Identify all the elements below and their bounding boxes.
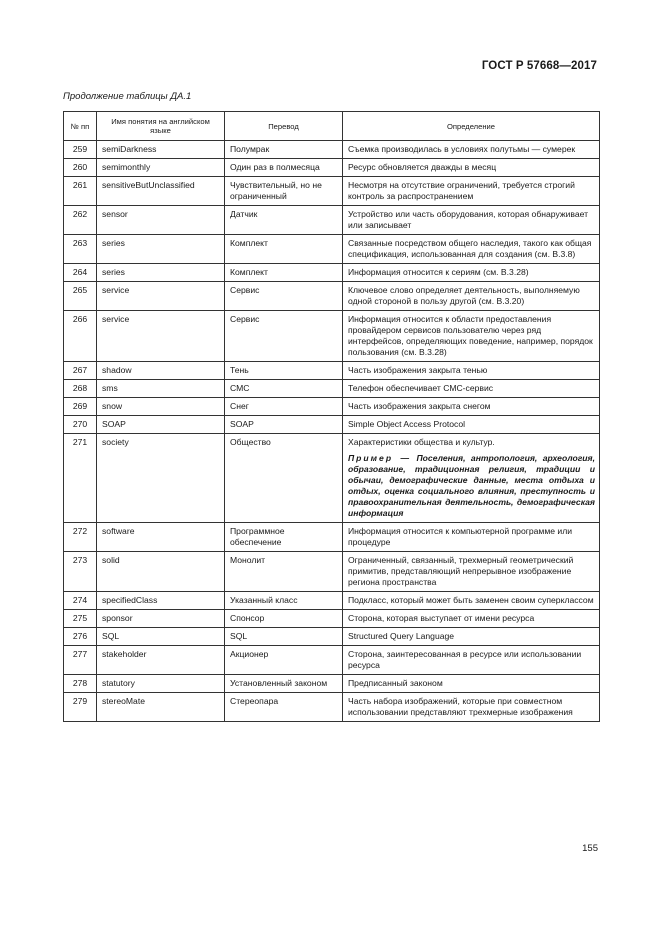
- row-number: 259: [64, 141, 97, 159]
- row-definition: Информация относится к сериям (см. В.3.28): [343, 264, 600, 282]
- row-number: 274: [64, 592, 97, 610]
- row-number: 263: [64, 235, 97, 264]
- row-translation: Полумрак: [225, 141, 343, 159]
- row-definition: Ресурс обновляется дважды в месяц: [343, 159, 600, 177]
- table-row: [64, 523, 600, 552]
- row-translation: Тень: [225, 362, 343, 380]
- row-definition: Structured Query Language: [343, 628, 600, 646]
- table-row: [64, 592, 600, 610]
- column-header-number: № пп: [64, 112, 97, 141]
- table-row: [64, 264, 600, 282]
- table-row: [64, 177, 600, 206]
- row-number: 276: [64, 628, 97, 646]
- table-row: [64, 416, 600, 434]
- row-term: sensor: [97, 206, 225, 235]
- row-definition-with-example: [343, 434, 600, 523]
- example-label: Пример —: [348, 453, 412, 463]
- row-term: statutory: [97, 675, 225, 693]
- column-header-definition: Определение: [343, 112, 600, 141]
- column-header-translation: Перевод: [225, 112, 343, 141]
- row-term: series: [97, 235, 225, 264]
- row-translation: Комплект: [225, 264, 343, 282]
- row-term: software: [97, 523, 225, 552]
- row-definition: Ключевое слово определяет деятельность, выполняемую одной стороной в пользу другой (см. В.3.20): [343, 282, 600, 311]
- row-translation: Сервис: [225, 282, 343, 311]
- row-translation: Установленный законом: [225, 675, 343, 693]
- row-number: 261: [64, 177, 97, 206]
- row-number: 277: [64, 646, 97, 675]
- row-translation: Общество: [225, 434, 343, 523]
- row-definition: Часть изображения закрыта снегом: [343, 398, 600, 416]
- column-header-term: Имя понятия на английском языке: [97, 112, 225, 141]
- table-row: [64, 362, 600, 380]
- row-number: 271: [64, 434, 97, 523]
- row-translation: Датчик: [225, 206, 343, 235]
- row-definition: Часть набора изображений, которые при совместном использовании представляют трехмерные изображения: [343, 693, 600, 722]
- row-translation: Комплект: [225, 235, 343, 264]
- row-definition: Подкласс, который может быть заменен своим суперклассом: [343, 592, 600, 610]
- page-number: 155: [582, 843, 598, 854]
- row-number: 266: [64, 311, 97, 362]
- row-number: 278: [64, 675, 97, 693]
- table-row: [64, 628, 600, 646]
- definition-text: Характеристики общества и культур.: [348, 437, 495, 447]
- example-text: Поселения, антропология, археология, образование, традиционная религия, традиции и обычаи, демографические данные, места отдыха и отдых, оценка социального влияния, преступность и правоохранительная деятельность, демографическая информация: [348, 453, 595, 518]
- table-row: [64, 398, 600, 416]
- row-number: 279: [64, 693, 97, 722]
- row-definition: Съемка производилась в условиях полутьмы — сумерек: [343, 141, 600, 159]
- row-translation: Снег: [225, 398, 343, 416]
- table-row: [64, 141, 600, 159]
- row-term: specifiedClass: [97, 592, 225, 610]
- row-translation: Программное обеспечение: [225, 523, 343, 552]
- table-row: [64, 311, 600, 362]
- row-number: 273: [64, 552, 97, 592]
- row-number: 268: [64, 380, 97, 398]
- row-term: sponsor: [97, 610, 225, 628]
- table-row: [64, 159, 600, 177]
- row-number: 270: [64, 416, 97, 434]
- table-row: [64, 693, 600, 722]
- row-translation: Один раз в полмесяца: [225, 159, 343, 177]
- row-definition: Связанные посредством общего наследия, такого как общая спецификация, использованная для создания (см. В.3.8): [343, 235, 600, 264]
- row-definition: Simple Object Access Protocol: [343, 416, 600, 434]
- row-term: semiDarkness: [97, 141, 225, 159]
- document-code: ГОСТ Р 57668—2017: [481, 60, 597, 72]
- row-translation: Стереопара: [225, 693, 343, 722]
- row-term: series: [97, 264, 225, 282]
- row-definition: Несмотря на отсутствие ограничений, требуется строгий контроль за распространением: [343, 177, 600, 206]
- row-definition: Ограниченный, связанный, трехмерный геометрический примитив, представляющий непрерывное изображение региона пространства: [343, 552, 600, 592]
- table-row: [64, 380, 600, 398]
- row-translation: Чувствительный, но не ограниченный: [225, 177, 343, 206]
- table-row: [64, 610, 600, 628]
- row-translation: Указанный класс: [225, 592, 343, 610]
- row-definition: Информация относится к области предоставления провайдером сервисов пользователю через ряд интерфейсов, определяющих поведение, например, порядок пользования (см. В.3.28): [343, 311, 600, 362]
- row-number: 264: [64, 264, 97, 282]
- row-term: semimonthly: [97, 159, 225, 177]
- example-note: [348, 453, 595, 519]
- table-row: [64, 235, 600, 264]
- row-term: sensitiveButUnclassified: [97, 177, 225, 206]
- row-term: stereoMate: [97, 693, 225, 722]
- terms-table: [63, 111, 600, 722]
- row-translation: Спонсор: [225, 610, 343, 628]
- row-definition: Телефон обеспечивает СМС-сервис: [343, 380, 600, 398]
- row-term: shadow: [97, 362, 225, 380]
- row-term: stakeholder: [97, 646, 225, 675]
- row-number: 275: [64, 610, 97, 628]
- row-definition: Устройство или часть оборудования, которая обнаруживает или записывает: [343, 206, 600, 235]
- row-translation: Акционер: [225, 646, 343, 675]
- row-translation: СМС: [225, 380, 343, 398]
- table-row: [64, 282, 600, 311]
- row-term: SQL: [97, 628, 225, 646]
- table-row: [64, 206, 600, 235]
- row-translation: Монолит: [225, 552, 343, 592]
- row-term: SOAP: [97, 416, 225, 434]
- row-number: 267: [64, 362, 97, 380]
- table-row: [64, 675, 600, 693]
- row-definition: Сторона, которая выступает от имени ресурса: [343, 610, 600, 628]
- row-term: service: [97, 311, 225, 362]
- row-term: snow: [97, 398, 225, 416]
- table-row: [64, 552, 600, 592]
- table-row: [64, 434, 600, 523]
- row-number: 265: [64, 282, 97, 311]
- row-number: 269: [64, 398, 97, 416]
- row-number: 272: [64, 523, 97, 552]
- table-row: [64, 646, 600, 675]
- row-definition: Сторона, заинтересованная в ресурсе или использовании ресурса: [343, 646, 600, 675]
- row-term: society: [97, 434, 225, 523]
- row-number: 260: [64, 159, 97, 177]
- row-term: sms: [97, 380, 225, 398]
- row-term: service: [97, 282, 225, 311]
- table-caption: Продолжение таблицы ДА.1: [63, 91, 192, 102]
- row-translation: SQL: [225, 628, 343, 646]
- row-number: 262: [64, 206, 97, 235]
- row-term: solid: [97, 552, 225, 592]
- row-definition: Часть изображения закрыта тенью: [343, 362, 600, 380]
- row-definition: Предписанный законом: [343, 675, 600, 693]
- row-definition: Информация относится к компьютерной программе или процедуре: [343, 523, 600, 552]
- row-translation: Сервис: [225, 311, 343, 362]
- table-header-row: [64, 112, 600, 141]
- row-translation: SOAP: [225, 416, 343, 434]
